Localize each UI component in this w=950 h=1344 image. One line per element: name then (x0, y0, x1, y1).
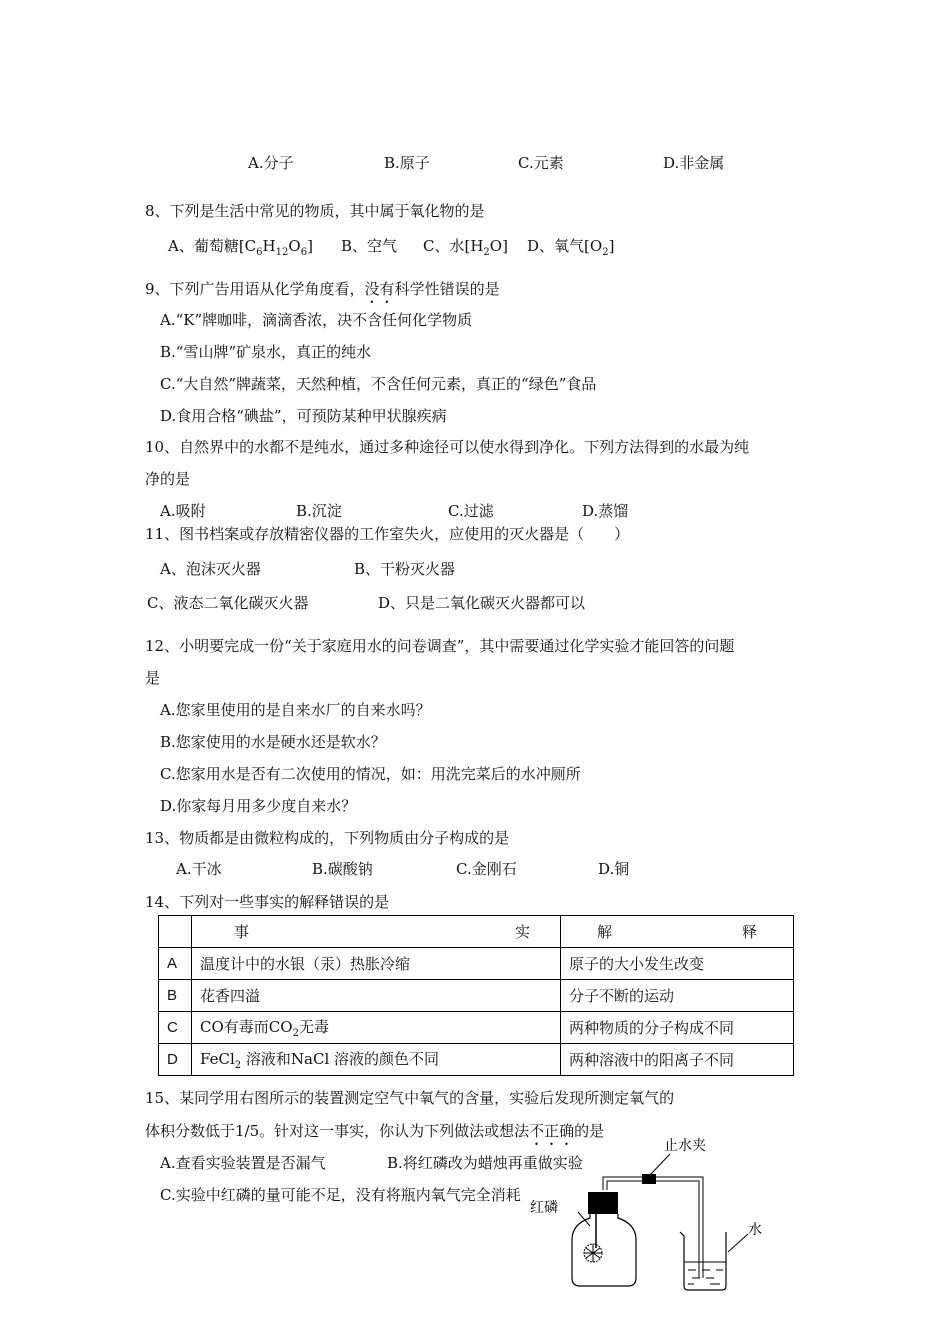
table-row (159, 1012, 794, 1044)
q8-option-c: C、水$[H_2O]$ (423, 237, 508, 258)
fact-header: 事 实 (192, 916, 561, 948)
apparatus-diagram (520, 1130, 790, 1295)
q15-option-b: B.将红磷改为蜡烛再重做实验 (387, 1154, 583, 1172)
q12-option-b: B.您家使用的水是硬水还是软水？ (160, 733, 386, 751)
rubber-stopper (588, 1192, 618, 1214)
q9-option-d: D.食用合格“碘盐”，可预防某种甲状腺疾病 (160, 407, 447, 425)
row-fact: 温度计中的水银（汞）热胀冷缩 (192, 948, 561, 980)
q9-emphasis: 没有 (364, 280, 395, 298)
table-row (159, 948, 794, 980)
row-label: C (159, 1012, 192, 1044)
q10-stem-line1: 10、自然界中的水都不是纯水，通过多种途径可以使水得到净化。下列方法得到的水最为纯 (145, 438, 750, 456)
q11-option-a: A、泡沫灭火器 (160, 560, 261, 578)
q7-option-b: B.原子 (384, 154, 430, 172)
explanation-header: 解 释 (561, 916, 794, 948)
q12-option-c: C.您家用水是否有二次使用的情况，如：用洗完菜后的水冲厕所 (160, 765, 581, 783)
clamp-label: 止水夹 (664, 1138, 706, 1154)
water (688, 1270, 723, 1284)
row-label: A (159, 948, 192, 980)
table-row (159, 980, 794, 1012)
q15-emphasis: 不正确 (529, 1122, 575, 1140)
q15-option-c: C.实验中红磷的量可能不足，没有将瓶内氧气完全消耗 (160, 1186, 521, 1204)
q11-stem: 11、图书档案或存放精密仪器的工作室失火，应使用的灭火器是（ ） (145, 525, 630, 543)
q13-option-c: C.金刚石 (456, 860, 517, 878)
q11-option-d: D、只是二氧化碳灭火器都可以 (378, 594, 586, 612)
row-fact: FeCl$_2$ 溶液和NaCl 溶液的颜色不同 (192, 1044, 561, 1076)
q7-option-a: A.分子 (248, 154, 294, 172)
table-header-row (159, 916, 794, 948)
phosphorus-label: 红磷 (530, 1200, 558, 1216)
q15-option-a: A.查看实验装置是否漏气 (160, 1154, 326, 1172)
q8-stem: 8、下列是生活中常见的物质，其中属于氧化物的是 (145, 202, 485, 220)
q10-option-a: A.吸附 (160, 502, 206, 520)
q11-option-c: C、液态二氧化碳灭火器 (147, 594, 309, 612)
q11-option-b: B、干粉灭火器 (354, 560, 456, 578)
row-label: D (159, 1044, 192, 1076)
q12-stem-line1: 12、小明要完成一份“关于家庭用水的问卷调查”，其中需要通过化学实验才能回答的问题 (145, 637, 735, 655)
table-row (159, 1044, 794, 1076)
clamp-pointer (650, 1154, 670, 1175)
q9-option-b: B.“雪山牌”矿泉水，真正的纯水 (160, 343, 372, 361)
q13-stem: 13、物质都是由微粒构成的，下列物质由分子构成的是 (145, 829, 510, 847)
q13-option-a: A.干冰 (176, 860, 222, 878)
q15-stem-line1: 15、某同学用右图所示的装置测定空气中氧气的含量，实验后发现所测定氧气的 (145, 1089, 675, 1107)
q7-option-c: C.元素 (518, 154, 564, 172)
q10-option-b: B.沉淀 (296, 502, 342, 520)
q8-option-a: A、葡萄糖$[C_6H_{12}O_6]$ (168, 237, 313, 258)
row-explanation: 分子不断的运动 (561, 980, 794, 1012)
q8-option-b: B、空气 (341, 237, 398, 255)
q14-stem: 14、下列对一些事实的解释错误的是 (145, 893, 390, 911)
collecting-bottle (572, 1214, 636, 1286)
row-fact: CO有毒而$CO_2$无毒 (192, 1012, 561, 1044)
q8-option-d: D、氧气$[O_2]$ (527, 237, 615, 258)
q7-option-d: D.非金属 (663, 154, 725, 172)
row-explanation: 两种物质的分子构成不同 (561, 1012, 794, 1044)
q13-option-d: D.铜 (598, 860, 630, 878)
q14-table (158, 915, 794, 1076)
row-label: B (159, 980, 192, 1012)
water-clamp (642, 1174, 656, 1184)
water-label: 水 (748, 1222, 762, 1238)
q9-option-a: A.“K”牌咖啡，滴滴香浓，决不含任何化学物质 (160, 311, 473, 329)
row-explanation: 原子的大小发生改变 (561, 948, 794, 980)
water-pointer (728, 1234, 748, 1252)
row-explanation: 两种溶液中的阳离子不同 (561, 1044, 794, 1076)
q12-stem-line2: 是 (145, 669, 161, 687)
q9-stem: 9、下列广告用语从化学角度看，没有科学性错误的是 (145, 280, 500, 298)
q15-stem-line2: 体积分数低于1/5。针对这一事实，你认为下列做法或想法不正确的是 (145, 1122, 605, 1140)
q10-stem-line2: 净的是 (145, 470, 191, 488)
row-fact: 花香四溢 (192, 980, 561, 1012)
q12-option-d: D.你家每月用多少度自来水？ (160, 797, 357, 815)
q13-option-b: B.碳酸钠 (312, 860, 373, 878)
q10-option-d: D.蒸馏 (582, 502, 629, 520)
q9-option-c: C.“大自然”牌蔬菜，天然种植，不含任何元素，真正的“绿色”食品 (160, 375, 597, 393)
q12-option-a: A.您家里使用的是自来水厂的自来水吗？ (160, 701, 431, 719)
glass-tube-inner (607, 1181, 699, 1278)
q10-option-c: C.过滤 (448, 502, 494, 520)
